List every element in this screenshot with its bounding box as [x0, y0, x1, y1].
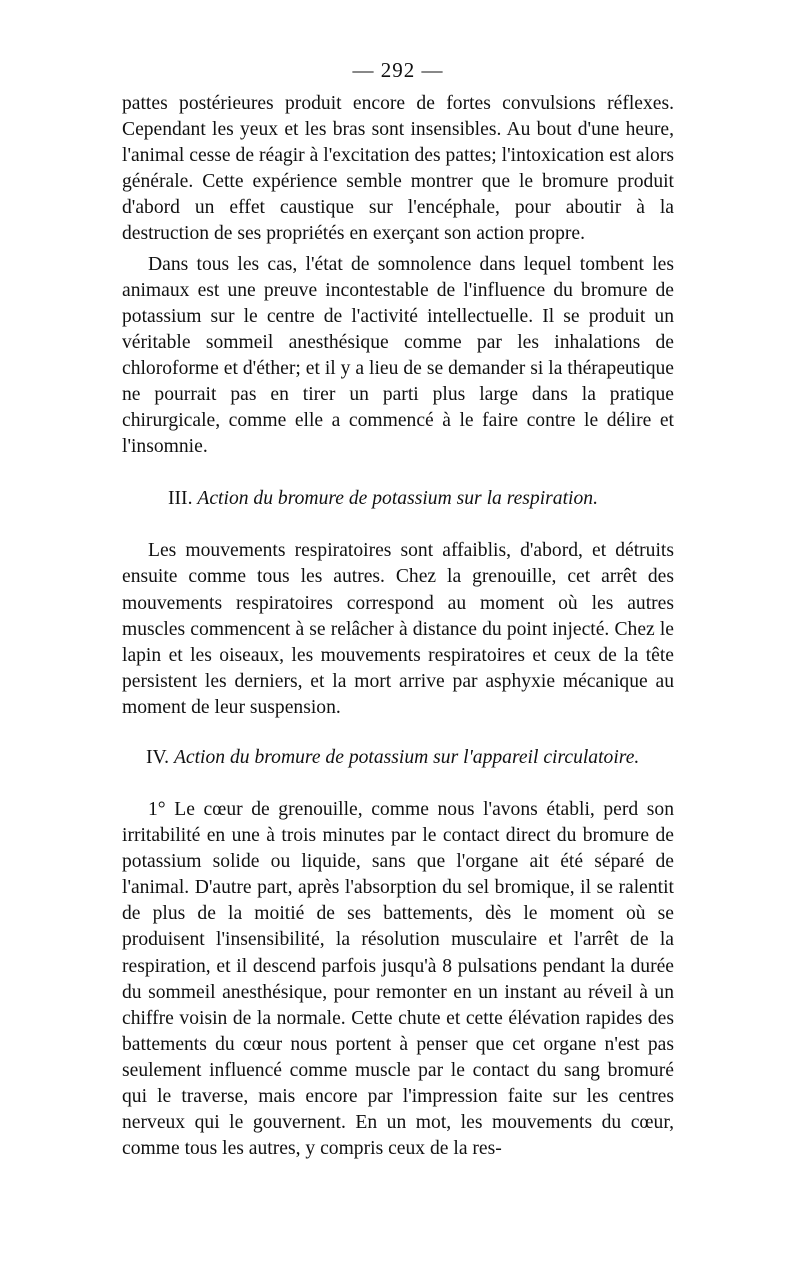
- section-title: Action du bromure de potassium sur la respiration.: [197, 488, 598, 510]
- section-number: III.: [168, 488, 193, 510]
- section-title: Action du bromure de potassium sur l'appareil circulatoire.: [173, 746, 640, 768]
- paragraph-somnolence: Dans tous les cas, l'état de somnolence dans lequel tombent les animaux est une preuve incontestable de l'influence du bromure de potassium sur le centre de l'activité intellectuelle. Il se produit un véritable sommeil anesthésique comme par les inhalations de chloroforme et d'éther; et il y a lieu de se demander si la thérapeutique ne pourrait pas en tirer un parti plus large dans la pratique chirurgicale, comme elle a commencé à le faire contre le délire et l'insomnie.: [122, 253, 674, 458]
- paragraph-circulation: 1° Le cœur de grenouille, comme nous l'avons établi, perd son irritabilité en une à trois minutes par le contact direct du bromure de potassium solide ou liquide, sans que l'organe ait été séparé de l'animal. D'autre part, après l'absorption du sel bromique, il se ralentit de plus de la moitié de ses battements, dès le moment où se produisent l'insensibilité, la résolution musculaire et l'arrêt de la respiration, et il descend parfois jusqu'à 8 pulsations pendant la durée du sommeil anesthésique, pour remonter en un instant au réveil à un chiffre voisin de la normale. Cette chute et cette élévation rapides des battements du cœur nous portent à penser que cet organe n'est pas seulement influencé comme muscle par le contact du sang bromuré qui le traverse, mais encore par l'impression faite sur les centres nerveux qui le gouvernent. En un mot, les mouvements du cœur, comme tous les autres, y compris ceux de la res-: [122, 798, 674, 1160]
- paragraph-continuation: pattes postérieures produit encore de fortes convulsions réflexes. Cependant les yeux et les bras sont insensibles. Au bout d'une heure, l'animal cesse de réagir à l'excitation des pattes; l'intoxication est alors générale. Cette expérience semble montrer que le bromure produit d'abord un effet caustique sur l'encéphale, pour aboutir à la destruction de ses propriétés en exerçant son action propre.: [122, 93, 674, 245]
- paragraph-respiration: Les mouvements respiratoires sont affaiblis, d'abord, et détruits ensuite comme tous les autres. Chez la grenouille, cet arrêt des mouvements respiratoires correspond au moment où les autres muscles commencent à se relâcher à distance du point injecté. Chez le lapin et les oiseaux, les mouvements respiratoires et ceux de la tête persistent les derniers, et la mort arrive par asphyxie mécanique au moment de leur suspension.: [122, 540, 674, 718]
- document-page: [122, 58, 674, 1162]
- page-number: — 292 —: [352, 58, 444, 82]
- section-heading-circulation: [122, 745, 674, 771]
- section-number: IV.: [146, 746, 170, 768]
- section-heading-respiration: [122, 486, 674, 512]
